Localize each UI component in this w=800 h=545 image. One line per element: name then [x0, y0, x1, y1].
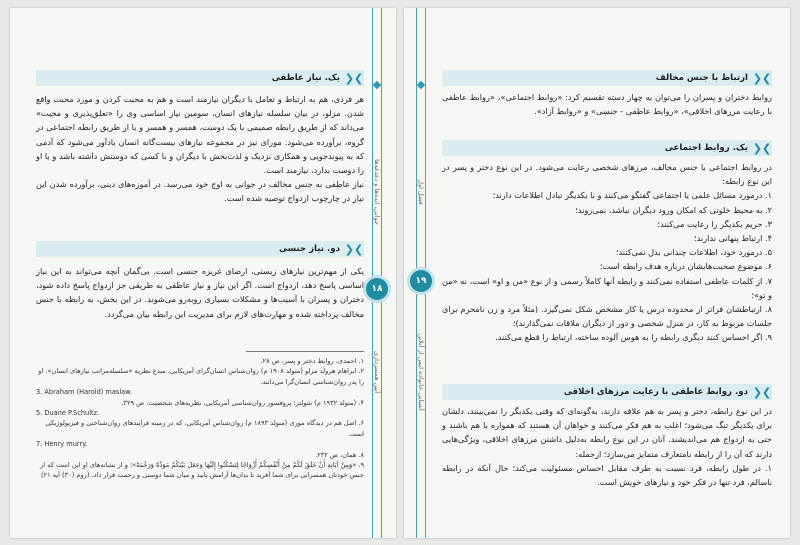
spine-text-secondary: آشنایی خانواده ایمن از آنلاین	[417, 333, 425, 411]
chevron-marker-icon: ❯❮	[752, 385, 772, 399]
heading-text: یک. روابط اجتماعی	[664, 143, 748, 153]
section-heading-sexual-need	[36, 241, 364, 257]
footnote: 5. Duane P.Schultz.	[36, 409, 100, 418]
footnotes	[36, 356, 364, 481]
footnote: ۸. همان، ص ۲۳۲.	[315, 450, 364, 459]
footnote: 7. Henry murry.	[36, 440, 88, 449]
list-item: ۸. ارتباطشان فراتر از محدوده درس یا کار مشخص شکل نمی‌گیرد. (مثلاً مرد و زن نامحرم برای جلسات مربوط به کار، در منزل شخصی و دور از دیگران ملاقات نمی‌گذارند)؛	[442, 304, 772, 329]
list-item: ۵. درمورد خود، اطلاعات چندانی بدل نمی‌کنند؛	[615, 247, 772, 258]
section-intro: در روابط اجتماعی با جنس مخالف، مرزهای شخصی رعایت می‌شود. در این نوع دختر و پسر در این نوع رابطه:	[442, 162, 772, 187]
list-item: ۴. ارتباط پنهانی ندارند؛	[694, 233, 772, 244]
chevron-marker-icon: ❯❮	[344, 71, 364, 85]
page-number: ۱۹	[410, 270, 432, 292]
list-item: ۷. از کلمات عاطفی استفاده نمی‌کنند و رابطه آنها کاملاً رسمی و از نوع «من و او» است، نه «من و تو»؛	[442, 275, 772, 300]
paragraph-emotional-need: هر فردی، هم به ارتباط و تعامل با دیگران نیازمند است و هم به محبت کردن و مورد محبت واقع شدن. مزلو، در بیان سلسله نیازهای انسان، سومین نیاز اساسی وی را «تعلق‌پذیری و محبت» می‌داند که از طریق رابطه صمیمی با یک دوست، همسر و همسر و یا از طریق رابطه اجتماعی در گروه، برآورده می‌شود. مورای نیز در مجموعه نیازهای بیست‌گانه انسان یادآور می‌شود که آدمی که به پیوندجویی و همکاری نزدیک و لذت‌بخش با دیگران و با کسی که دوستش داشته باشد و یا او را دوست بدارد، نیازمند است.	[36, 94, 364, 176]
section-heading-emotional-relations	[442, 384, 772, 400]
paragraph-sexual-need: یکی از مهم‌ترین نیازهای زیستی، ارضای غریزه جنسی است. بی‌گمان آنچه می‌تواند به این نیاز اساسی پاسخ دهد، ازدواج است. اگر این نیاز و نیاز عاطفی به طریقی جز ازدواج پاسخ داده شود، دختران و پسران با آسیب‌ها و مشکلات بسیاری روبه‌رو می‌شوند. در این بخش، به رابطه با جنس مخالف پرداخته شده و مهارت‌های لازم برای مدیریت این رابطه بیان می‌گردد.	[36, 266, 364, 319]
left-page	[10, 8, 396, 538]
heading-text: دو. روابط عاطفی با رعایت مرزهای اخلاقی	[563, 387, 748, 397]
footnote: ۴. (متولد ۱۹۳۲ م) شولتز؛ پروفسور روان‌شناسی آمریکایی، نظریه‌های شخصیت، ص ۳۲۹.	[121, 398, 364, 407]
paragraph-emotional-relations: در این نوع رابطه، دختر و پسر به هم علاقه دارند، به‌گونه‌ای که وقتی یکدیگر را نمی‌بینند، دلشان برای یکدیگر تنگ می‌شود؛ اغلب به هم فکر می‌کنند و خواهان آن هستند که همواره با هم باشند و حتی به ازدواج هم می‌اندیشند. آنان در این نوع رابطه به‌دلیل داشتن مرزهای اخلاقی، ویژگی‌هایی دارند که آن را از رابطه نامتعارف متمایز می‌سازد؛ ازجمله:	[442, 406, 772, 459]
intro-paragraph: روابط دختران و پسران را می‌توان به چهار دسته تقسیم کرد: «روابط اجتماعی»، «روابط عاطفی با رعایت مرزهای اخلاقی»، «روابط عاطفی - جنسی» و «روابط آزاد».	[442, 92, 772, 117]
footnote: ۶. اصل هم در دیدگاه موری (متولد ۱۸۹۳ م) روان‌شناس آمریکایی، که در زمینه فرایندهای روان‌شناختی و فیزیولوژیکی است.	[45, 419, 364, 438]
chevron-marker-icon: ❯❮	[752, 71, 772, 85]
footnote: ۹. «وَمِنْ آيَاتِهِ أَنْ خَلَقَ لَكُمْ مِنْ أَنْفُسِكُمْ أَزْوَاجًا لِتَسْكُنُوا إِلَيْهَا وَجَعَلَ بَيْنَكُمْ مَوَدَّةً وَرَحْمَةً»؛ و از نشانه‌های او این است که از جنس خودتان همسرانی برای شما آفرید تا بدان‌ها آرامش یابید و میان شما دوستی و رحمت قرار داد. (روم (۳۰) آیه ۲۱)	[40, 461, 364, 480]
page-number: ۱۸	[366, 278, 388, 300]
spine-text: جوانی، ایده‌ها و دغدغه‌ها	[373, 159, 381, 225]
list-item: ۹. اگر احساس کنند دیگری رابطه را به هوس آلوده ساخته، ارتباط را قطع می‌کنند.	[495, 332, 772, 343]
spine-text: فصل اول	[417, 179, 425, 205]
main-heading-bar	[442, 70, 772, 86]
section-heading-social-relations	[442, 140, 772, 156]
list-item: ۳. حریم یکدیگر را رعایت می‌کنند؛	[657, 218, 772, 229]
list-item: ۱. در طول رابطه، فرد نسبت به طرف مقابل احساس مسئولیت می‌کند؛ حال آنکه در رابطه ناسالم، فرد تنها در فکر خود و نیازهای خویش است.	[442, 462, 772, 488]
footnote: ۲. ابراهام هرولد مزلو (متولد ۱۹۰۸ م) روان‌شناس انسان‌گرای آمریکایی، مبدع نظریه «سلسله‌مراتب نیازهای انسان». او را پدر روان‌شناسی انسان‌گرا می‌دانند.	[38, 367, 364, 386]
main-heading: ارتباط با جنس مخالف	[655, 73, 748, 83]
list-item: ۲. به محیط خلوتی که امکان ورود دیگران نباشد، نمی‌روند؛	[575, 204, 772, 215]
chevron-marker-icon: ❯❮	[752, 141, 772, 155]
list-item: ۶. موضوع صحبت‌هایشان درباره هدف رابطه است؛	[599, 261, 772, 272]
footnote: ۱. احمدی، روابط دختر و پسر، ص ۲۸.	[260, 357, 364, 365]
list-item: ۱. درمورد مسائل علمی یا اجتماعی گفتگو می‌کنند و با یکدیگر تبادل اطلاعات دارند؛	[492, 190, 772, 201]
heading-text: دو. نیاز جنسی	[278, 244, 340, 254]
spine-text-secondary: آیین همسرداری	[373, 350, 381, 394]
footnote-divider	[246, 351, 364, 352]
footnote: 3. Abraham (Harold) maslaw.	[36, 388, 133, 397]
heading-text: یک. نیاز عاطفی	[271, 73, 340, 83]
right-page	[404, 8, 790, 538]
chevron-marker-icon: ❯❮	[344, 242, 364, 256]
paragraph-emotional-need-2: نیاز عاطفی به جنس مخالف در جوانی به اوج خود می‌رسد. در آموزه‌های دینی، برآورده شدن این نیاز در چارچوب ازدواج توصیه شده است.	[36, 179, 364, 204]
section-heading-emotional-need	[36, 70, 364, 86]
left-page-spine	[368, 8, 386, 538]
